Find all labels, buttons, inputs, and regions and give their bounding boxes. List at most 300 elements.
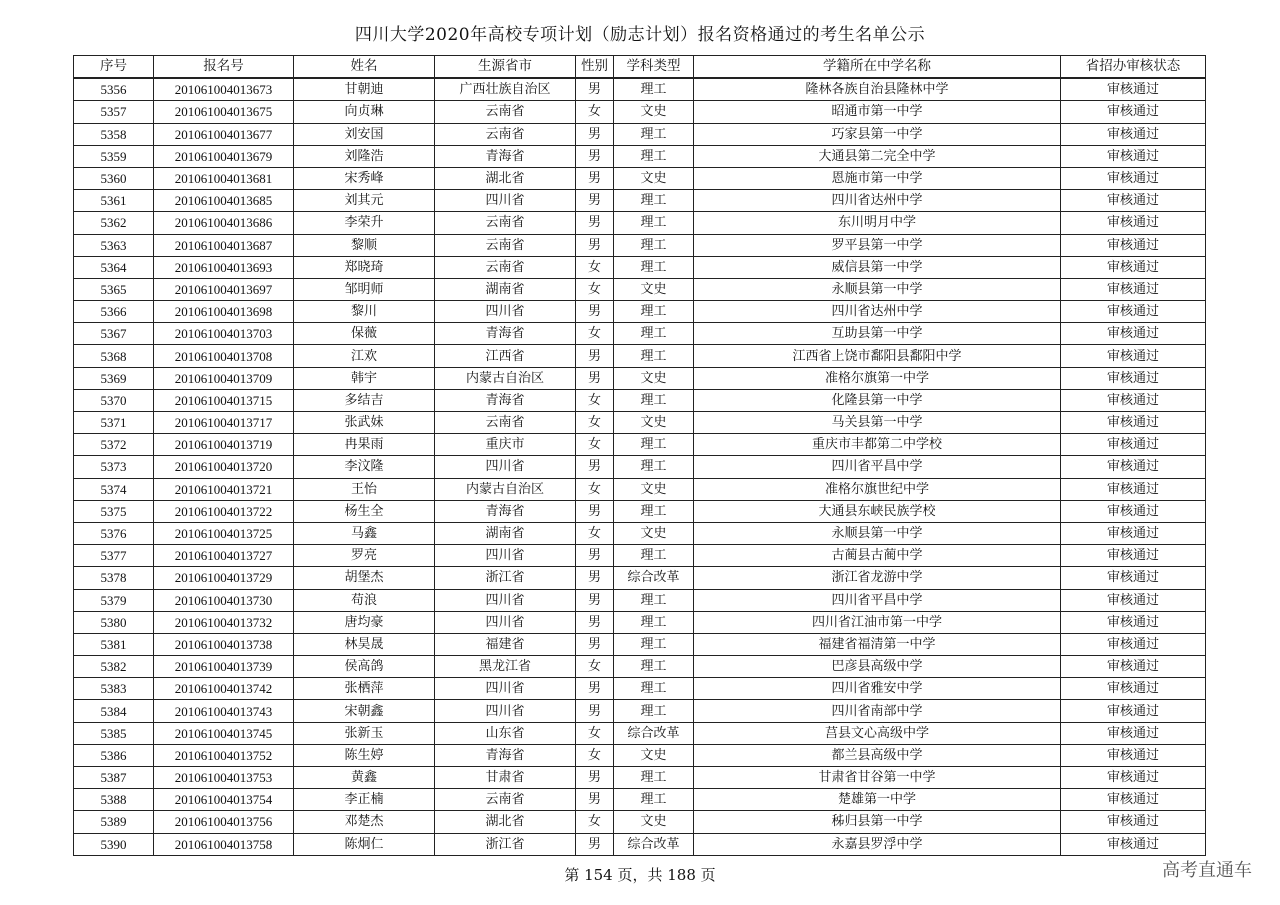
cell-seq: 5390 (74, 833, 154, 855)
cell-name: 胡堡杰 (294, 567, 435, 589)
cell-name: 李正楠 (294, 789, 435, 811)
cell-name: 李汶隆 (294, 456, 435, 478)
cell-province: 浙江省 (435, 833, 576, 855)
cell-school: 四川省达州中学 (694, 190, 1061, 212)
cell-province: 云南省 (435, 234, 576, 256)
cell-name: 邹明师 (294, 278, 435, 300)
cell-province: 湖北省 (435, 167, 576, 189)
cell-gender: 男 (576, 500, 614, 522)
cell-school: 巧家县第一中学 (694, 123, 1061, 145)
cell-seq: 5388 (74, 789, 154, 811)
cell-review-status: 审核通过 (1061, 367, 1206, 389)
cell-reg-no: 201061004013697 (154, 278, 294, 300)
cell-school: 恩施市第一中学 (694, 167, 1061, 189)
cell-seq: 5358 (74, 123, 154, 145)
cell-review-status: 审核通过 (1061, 811, 1206, 833)
table-row (74, 167, 1206, 189)
cell-review-status: 审核通过 (1061, 478, 1206, 500)
cell-school: 莒县文心高级中学 (694, 722, 1061, 744)
cell-review-status: 审核通过 (1061, 234, 1206, 256)
cell-name: 张武妹 (294, 412, 435, 434)
page-number: 第 154 页，共 188 页 (564, 866, 716, 884)
cell-province: 湖北省 (435, 811, 576, 833)
table-body (74, 78, 1206, 855)
cell-reg-no: 201061004013742 (154, 678, 294, 700)
cell-subject-type: 文史 (614, 522, 694, 544)
cell-review-status: 审核通过 (1061, 833, 1206, 855)
cell-gender: 女 (576, 323, 614, 345)
cell-seq: 5387 (74, 767, 154, 789)
cell-gender: 男 (576, 678, 614, 700)
cell-subject-type: 综合改革 (614, 833, 694, 855)
cell-reg-no: 201061004013739 (154, 656, 294, 678)
cell-gender: 男 (576, 367, 614, 389)
cell-province: 湖南省 (435, 522, 576, 544)
cell-school: 威信县第一中学 (694, 256, 1061, 278)
cell-seq: 5369 (74, 367, 154, 389)
table-row (74, 278, 1206, 300)
cell-school: 重庆市丰都第二中学校 (694, 434, 1061, 456)
cell-review-status: 审核通过 (1061, 500, 1206, 522)
table-row (74, 722, 1206, 744)
cell-seq: 5374 (74, 478, 154, 500)
cell-school: 永嘉县罗浮中学 (694, 833, 1061, 855)
cell-gender: 女 (576, 522, 614, 544)
cell-gender: 男 (576, 767, 614, 789)
cell-seq: 5357 (74, 101, 154, 123)
cell-seq: 5381 (74, 633, 154, 655)
cell-province: 青海省 (435, 323, 576, 345)
cell-subject-type: 理工 (614, 145, 694, 167)
cell-subject-type: 理工 (614, 78, 694, 101)
cell-school: 甘肃省甘谷第一中学 (694, 767, 1061, 789)
cell-school: 秭归县第一中学 (694, 811, 1061, 833)
cell-subject-type: 理工 (614, 345, 694, 367)
cell-gender: 女 (576, 744, 614, 766)
cell-gender: 男 (576, 700, 614, 722)
cell-review-status: 审核通过 (1061, 345, 1206, 367)
cell-subject-type: 理工 (614, 434, 694, 456)
table-row (74, 811, 1206, 833)
cell-seq: 5361 (74, 190, 154, 212)
table-header-row (74, 56, 1206, 79)
cell-subject-type: 文史 (614, 478, 694, 500)
cell-review-status: 审核通过 (1061, 256, 1206, 278)
cell-province: 江西省 (435, 345, 576, 367)
cell-review-status: 审核通过 (1061, 145, 1206, 167)
cell-province: 四川省 (435, 700, 576, 722)
cell-subject-type: 文史 (614, 367, 694, 389)
table-row (74, 212, 1206, 234)
cell-review-status: 审核通过 (1061, 611, 1206, 633)
cell-subject-type: 理工 (614, 190, 694, 212)
cell-review-status: 审核通过 (1061, 522, 1206, 544)
cell-review-status: 审核通过 (1061, 434, 1206, 456)
table-row (74, 145, 1206, 167)
cell-subject-type: 综合改革 (614, 567, 694, 589)
table-row (74, 345, 1206, 367)
cell-school: 互助县第一中学 (694, 323, 1061, 345)
cell-name: 刘其元 (294, 190, 435, 212)
cell-province: 内蒙古自治区 (435, 478, 576, 500)
cell-reg-no: 201061004013708 (154, 345, 294, 367)
cell-reg-no: 201061004013732 (154, 611, 294, 633)
cell-gender: 女 (576, 722, 614, 744)
cell-school: 永顺县第一中学 (694, 278, 1061, 300)
cell-review-status: 审核通过 (1061, 301, 1206, 323)
cell-province: 四川省 (435, 611, 576, 633)
cell-seq: 5366 (74, 301, 154, 323)
cell-name: 黎川 (294, 301, 435, 323)
cell-reg-no: 201061004013752 (154, 744, 294, 766)
cell-province: 青海省 (435, 500, 576, 522)
cell-reg-no: 201061004013686 (154, 212, 294, 234)
cell-reg-no: 201061004013743 (154, 700, 294, 722)
cell-subject-type: 理工 (614, 301, 694, 323)
header-province: 生源省市 (435, 56, 576, 79)
table-row (74, 434, 1206, 456)
cell-gender: 女 (576, 278, 614, 300)
cell-school: 古蔺县古蔺中学 (694, 545, 1061, 567)
cell-name: 杨生全 (294, 500, 435, 522)
cell-reg-no: 201061004013673 (154, 78, 294, 101)
cell-name: 王怡 (294, 478, 435, 500)
cell-seq: 5367 (74, 323, 154, 345)
cell-name: 多结吉 (294, 389, 435, 411)
cell-review-status: 审核通过 (1061, 278, 1206, 300)
table-row (74, 545, 1206, 567)
cell-reg-no: 201061004013681 (154, 167, 294, 189)
cell-province: 云南省 (435, 101, 576, 123)
cell-subject-type: 理工 (614, 456, 694, 478)
cell-name: 甘朝迪 (294, 78, 435, 101)
cell-reg-no: 201061004013738 (154, 633, 294, 655)
cell-school: 准格尔旗世纪中学 (694, 478, 1061, 500)
cell-province: 内蒙古自治区 (435, 367, 576, 389)
cell-name: 张栖萍 (294, 678, 435, 700)
cell-name: 刘安国 (294, 123, 435, 145)
cell-review-status: 审核通过 (1061, 323, 1206, 345)
cell-review-status: 审核通过 (1061, 412, 1206, 434)
cell-reg-no: 201061004013698 (154, 301, 294, 323)
cell-review-status: 审核通过 (1061, 101, 1206, 123)
cell-seq: 5368 (74, 345, 154, 367)
cell-seq: 5385 (74, 722, 154, 744)
cell-seq: 5384 (74, 700, 154, 722)
cell-reg-no: 201061004013703 (154, 323, 294, 345)
cell-reg-no: 201061004013756 (154, 811, 294, 833)
cell-school: 化隆县第一中学 (694, 389, 1061, 411)
cell-province: 福建省 (435, 633, 576, 655)
cell-subject-type: 理工 (614, 700, 694, 722)
cell-gender: 女 (576, 811, 614, 833)
cell-reg-no: 201061004013722 (154, 500, 294, 522)
table-row (74, 589, 1206, 611)
cell-gender: 男 (576, 212, 614, 234)
cell-province: 四川省 (435, 545, 576, 567)
cell-school: 四川省达州中学 (694, 301, 1061, 323)
cell-gender: 男 (576, 123, 614, 145)
cell-subject-type: 文史 (614, 167, 694, 189)
cell-gender: 女 (576, 656, 614, 678)
cell-review-status: 审核通过 (1061, 678, 1206, 700)
cell-gender: 女 (576, 412, 614, 434)
cell-review-status: 审核通过 (1061, 123, 1206, 145)
cell-province: 青海省 (435, 145, 576, 167)
table-row (74, 190, 1206, 212)
cell-name: 向贞琳 (294, 101, 435, 123)
cell-review-status: 审核通过 (1061, 389, 1206, 411)
cell-reg-no: 201061004013721 (154, 478, 294, 500)
table-row (74, 123, 1206, 145)
cell-province: 重庆市 (435, 434, 576, 456)
cell-school: 马关县第一中学 (694, 412, 1061, 434)
cell-reg-no: 201061004013727 (154, 545, 294, 567)
cell-province: 四川省 (435, 301, 576, 323)
cell-reg-no: 201061004013687 (154, 234, 294, 256)
cell-review-status: 审核通过 (1061, 567, 1206, 589)
cell-seq: 5376 (74, 522, 154, 544)
cell-school: 四川省江油市第一中学 (694, 611, 1061, 633)
header-school: 学籍所在中学名称 (694, 56, 1061, 79)
cell-school: 四川省雅安中学 (694, 678, 1061, 700)
cell-review-status: 审核通过 (1061, 633, 1206, 655)
cell-seq: 5380 (74, 611, 154, 633)
table-row (74, 256, 1206, 278)
cell-reg-no: 201061004013709 (154, 367, 294, 389)
cell-review-status: 审核通过 (1061, 456, 1206, 478)
cell-subject-type: 理工 (614, 767, 694, 789)
cell-name: 韩宇 (294, 367, 435, 389)
table-row (74, 656, 1206, 678)
cell-subject-type: 理工 (614, 789, 694, 811)
cell-school: 楚雄第一中学 (694, 789, 1061, 811)
cell-subject-type: 理工 (614, 323, 694, 345)
cell-school: 江西省上饶市鄱阳县鄱阳中学 (694, 345, 1061, 367)
cell-school: 都兰县高级中学 (694, 744, 1061, 766)
cell-seq: 5379 (74, 589, 154, 611)
header-gender: 性别 (576, 56, 614, 79)
cell-name: 马鑫 (294, 522, 435, 544)
cell-seq: 5365 (74, 278, 154, 300)
cell-subject-type: 文史 (614, 412, 694, 434)
cell-gender: 男 (576, 456, 614, 478)
cell-school: 昭通市第一中学 (694, 101, 1061, 123)
cell-province: 湖南省 (435, 278, 576, 300)
cell-school: 四川省南部中学 (694, 700, 1061, 722)
cell-reg-no: 201061004013725 (154, 522, 294, 544)
table-row (74, 700, 1206, 722)
cell-gender: 女 (576, 389, 614, 411)
cell-seq: 5360 (74, 167, 154, 189)
cell-subject-type: 理工 (614, 500, 694, 522)
table-row (74, 78, 1206, 101)
cell-seq: 5364 (74, 256, 154, 278)
cell-province: 云南省 (435, 123, 576, 145)
cell-subject-type: 文史 (614, 278, 694, 300)
table-row (74, 101, 1206, 123)
cell-name: 邓楚杰 (294, 811, 435, 833)
cell-subject-type: 理工 (614, 389, 694, 411)
cell-province: 四川省 (435, 678, 576, 700)
cell-seq: 5363 (74, 234, 154, 256)
header-seq: 序号 (74, 56, 154, 79)
cell-school: 罗平县第一中学 (694, 234, 1061, 256)
cell-name: 罗亮 (294, 545, 435, 567)
cell-gender: 男 (576, 633, 614, 655)
cell-province: 云南省 (435, 789, 576, 811)
cell-province: 青海省 (435, 389, 576, 411)
cell-province: 青海省 (435, 744, 576, 766)
cell-seq: 5375 (74, 500, 154, 522)
cell-name: 陈生婷 (294, 744, 435, 766)
table-row (74, 234, 1206, 256)
cell-subject-type: 文史 (614, 744, 694, 766)
cell-review-status: 审核通过 (1061, 212, 1206, 234)
cell-name: 宋秀峰 (294, 167, 435, 189)
cell-review-status: 审核通过 (1061, 656, 1206, 678)
table-row (74, 412, 1206, 434)
cell-seq: 5386 (74, 744, 154, 766)
cell-review-status: 审核通过 (1061, 545, 1206, 567)
cell-name: 黄鑫 (294, 767, 435, 789)
cell-name: 江欢 (294, 345, 435, 367)
cell-province: 云南省 (435, 212, 576, 234)
cell-review-status: 审核通过 (1061, 744, 1206, 766)
cell-review-status: 审核通过 (1061, 589, 1206, 611)
cell-gender: 男 (576, 301, 614, 323)
cell-reg-no: 201061004013675 (154, 101, 294, 123)
cell-review-status: 审核通过 (1061, 789, 1206, 811)
cell-subject-type: 理工 (614, 545, 694, 567)
header-name: 姓名 (294, 56, 435, 79)
cell-seq: 5373 (74, 456, 154, 478)
cell-review-status: 审核通过 (1061, 78, 1206, 101)
cell-subject-type: 理工 (614, 234, 694, 256)
cell-subject-type: 理工 (614, 212, 694, 234)
cell-reg-no: 201061004013758 (154, 833, 294, 855)
table-row (74, 500, 1206, 522)
cell-gender: 男 (576, 345, 614, 367)
cell-subject-type: 理工 (614, 611, 694, 633)
cell-reg-no: 201061004013693 (154, 256, 294, 278)
cell-reg-no: 201061004013745 (154, 722, 294, 744)
cell-reg-no: 201061004013717 (154, 412, 294, 434)
cell-subject-type: 文史 (614, 811, 694, 833)
cell-name: 唐均豪 (294, 611, 435, 633)
table-row (74, 522, 1206, 544)
table-row (74, 767, 1206, 789)
cell-gender: 女 (576, 101, 614, 123)
cell-name: 陈炯仁 (294, 833, 435, 855)
cell-reg-no: 201061004013730 (154, 589, 294, 611)
table-row (74, 456, 1206, 478)
cell-school: 四川省平昌中学 (694, 456, 1061, 478)
table-row (74, 833, 1206, 855)
cell-gender: 男 (576, 167, 614, 189)
cell-review-status: 审核通过 (1061, 167, 1206, 189)
cell-name: 保薇 (294, 323, 435, 345)
cell-reg-no: 201061004013720 (154, 456, 294, 478)
cell-reg-no: 201061004013719 (154, 434, 294, 456)
cell-name: 宋朝鑫 (294, 700, 435, 722)
watermark: 高考直通车 (1162, 860, 1252, 881)
cell-seq: 5359 (74, 145, 154, 167)
cell-subject-type: 理工 (614, 256, 694, 278)
cell-province: 甘肃省 (435, 767, 576, 789)
table-row (74, 323, 1206, 345)
table-row (74, 478, 1206, 500)
cell-school: 准格尔旗第一中学 (694, 367, 1061, 389)
cell-province: 四川省 (435, 190, 576, 212)
cell-subject-type: 理工 (614, 123, 694, 145)
cell-province: 云南省 (435, 256, 576, 278)
cell-subject-type: 综合改革 (614, 722, 694, 744)
cell-gender: 男 (576, 589, 614, 611)
cell-province: 广西壮族自治区 (435, 78, 576, 101)
cell-subject-type: 理工 (614, 633, 694, 655)
cell-name: 苟浪 (294, 589, 435, 611)
cell-subject-type: 理工 (614, 656, 694, 678)
table-row (74, 611, 1206, 633)
cell-name: 冉果雨 (294, 434, 435, 456)
header-subject-type: 学科类型 (614, 56, 694, 79)
cell-reg-no: 201061004013729 (154, 567, 294, 589)
cell-name: 李荣升 (294, 212, 435, 234)
header-review-status: 省招办审核状态 (1061, 56, 1206, 79)
cell-reg-no: 201061004013754 (154, 789, 294, 811)
cell-seq: 5383 (74, 678, 154, 700)
table-row (74, 678, 1206, 700)
cell-gender: 女 (576, 256, 614, 278)
cell-name: 郑晓琦 (294, 256, 435, 278)
cell-school: 浙江省龙游中学 (694, 567, 1061, 589)
cell-seq: 5370 (74, 389, 154, 411)
cell-name: 侯高鸽 (294, 656, 435, 678)
table-row (74, 567, 1206, 589)
cell-gender: 男 (576, 611, 614, 633)
cell-gender: 男 (576, 234, 614, 256)
cell-school: 巴彦县高级中学 (694, 656, 1061, 678)
roster-table (73, 55, 1206, 856)
cell-province: 云南省 (435, 412, 576, 434)
cell-gender: 男 (576, 567, 614, 589)
cell-name: 林昊晟 (294, 633, 435, 655)
cell-gender: 女 (576, 434, 614, 456)
cell-reg-no: 201061004013679 (154, 145, 294, 167)
cell-name: 张新玉 (294, 722, 435, 744)
cell-seq: 5389 (74, 811, 154, 833)
table-row (74, 633, 1206, 655)
cell-gender: 男 (576, 78, 614, 101)
table-row (74, 789, 1206, 811)
table-row (74, 367, 1206, 389)
cell-school: 大通县第二完全中学 (694, 145, 1061, 167)
cell-name: 黎顺 (294, 234, 435, 256)
table-row (74, 389, 1206, 411)
cell-seq: 5362 (74, 212, 154, 234)
cell-school: 永顺县第一中学 (694, 522, 1061, 544)
cell-gender: 男 (576, 545, 614, 567)
cell-seq: 5378 (74, 567, 154, 589)
table-row (74, 301, 1206, 323)
cell-review-status: 审核通过 (1061, 190, 1206, 212)
cell-province: 黑龙江省 (435, 656, 576, 678)
cell-name: 刘隆浩 (294, 145, 435, 167)
cell-seq: 5371 (74, 412, 154, 434)
header-reg-no: 报名号 (154, 56, 294, 79)
cell-review-status: 审核通过 (1061, 767, 1206, 789)
